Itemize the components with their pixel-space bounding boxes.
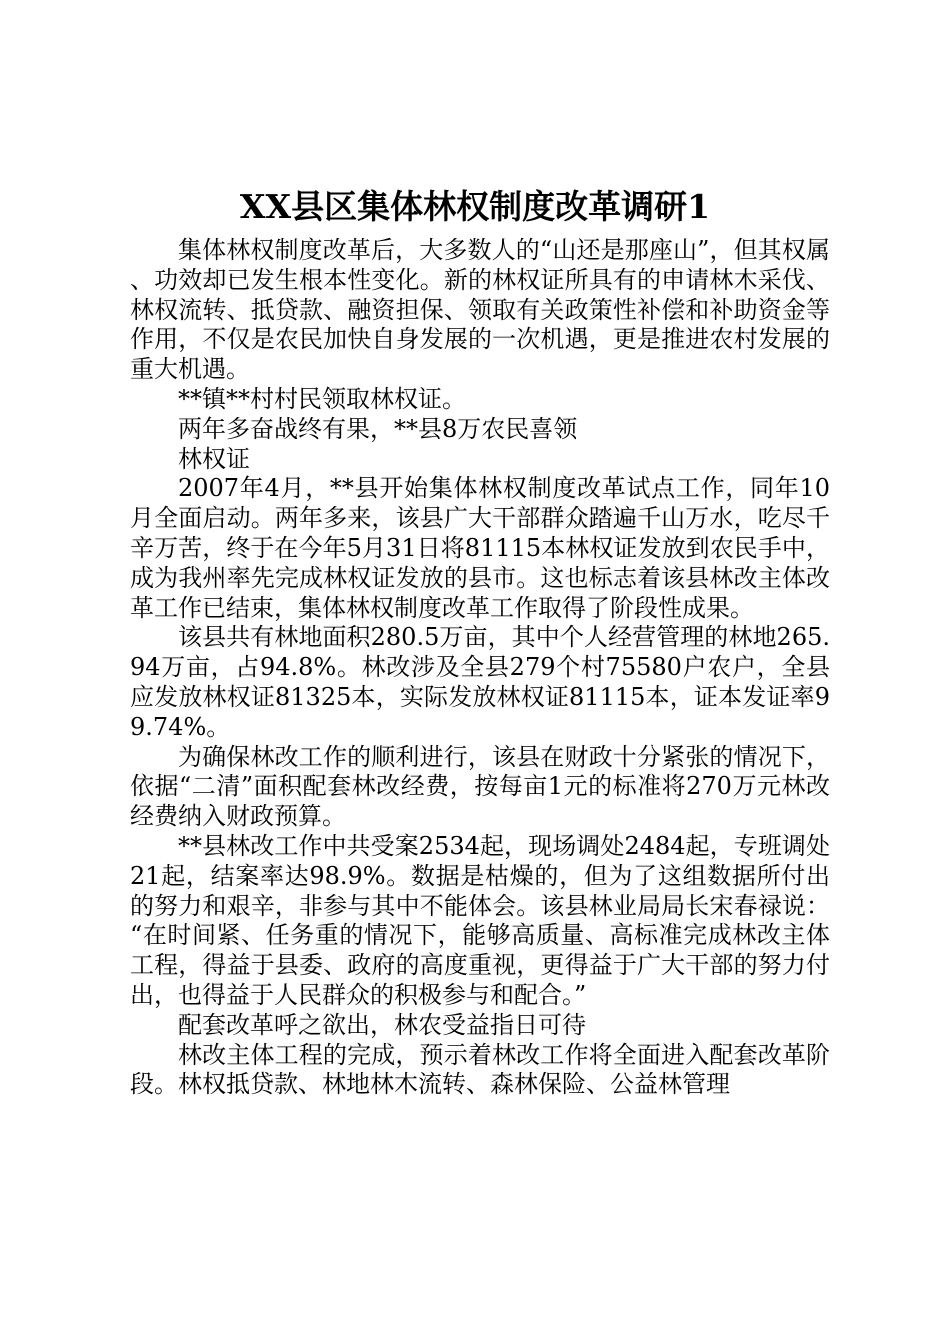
paragraph-subheading-2: 配套改革呼之欲出，林农受益指日可待 — [178, 1010, 586, 1039]
paragraph-subheading-1: 两年多奋战终有果，**县8万农民喜领 — [178, 414, 578, 443]
paragraph-2007-launch: 2007年4月，**县开始集体林权制度改革试点工作，同年10月全面启动。两年多来，该县广大干部群众踏遍千山万水，吃尽千辛万苦，终于在今年5月31日将81115本林权证发放到农民手中，成为我州率先完成林权证发放的县市。这也标志着该县林改主体改革工作已结束，集体林权制度改革工作取得了阶段性成果。 — [130, 474, 830, 622]
paragraph-subheading-1-cont: 林权证 — [178, 444, 250, 473]
paragraph-photo-caption: **镇**村村民领取林权证。 — [178, 384, 466, 413]
document-title: XX县区集体林权制度改革调研1 — [239, 187, 711, 226]
paragraph-intro: 集体林权制度改革后，大多数人的“山还是那座山”，但其权属、功效却已发生根本性变化。新的林权证所具有的申请林木采伐、林权流转、抵贷款、融资担保、领取有关政策性补偿和补助资金等作用，不仅是农民加快自身发展的一次机遇，更是推进农村发展的重大机遇。 — [130, 236, 830, 384]
paragraph-supporting-reform: 林改主体工程的完成，预示着林改工作将全面进入配套改革阶段。林权抵贷款、林地林木流转、森林保险、公益林管理 — [130, 1040, 830, 1099]
paragraph-disputes: **县林改工作中共受案2534起，现场调处2484起，专班调处21起，结案率达98.9%。数据是枯燥的，但为了这组数据所付出的努力和艰辛，非参与其中不能体会。该县林业局局长宋春禄说：“在时间紧、任务重的情况下，能够高质量、高标准完成林改主体工程，得益于县委、政府的高度重视，更得益于广大干部的努力付出，也得益于人民群众的积极参与和配合。” — [130, 831, 830, 1009]
document-body — [130, 236, 830, 1100]
paragraph-forest-area: 该县共有林地面积280.5万亩，其中个人经营管理的林地265.94万亩，占94.8%。林改涉及全县279个村75580户农户，全县应发放林权证81325本，实际发放林权证81115本，证本发证率99.74%。 — [130, 623, 830, 741]
paragraph-funding: 为确保林改工作的顺利进行，该县在财政十分紧张的情况下，依据“二清”面积配套林改经费，按每亩1元的标准将270万元林改经费纳入财政预算。 — [130, 742, 830, 831]
